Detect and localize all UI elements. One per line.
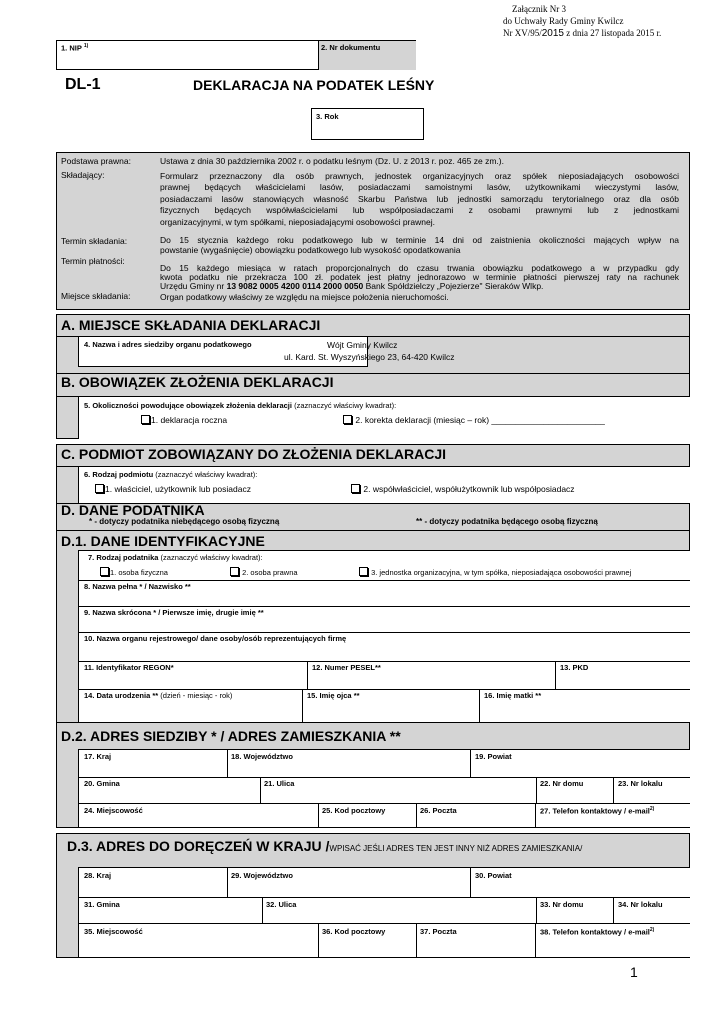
field-28-label[interactable]: 28. Kraj [84,871,112,880]
section-b-header: B. OBOWIĄZEK ZŁOŻENIA DEKLARACJI [61,374,334,390]
section-a-header: A. MIEJSCE SKŁADANIA DEKLARACJI [61,317,321,333]
field-26-label[interactable]: 26. Poczta [420,806,457,815]
option-natural-person[interactable]: 1. osoba fizyczna [100,567,168,577]
d3-fields [78,867,690,958]
field-13-label[interactable]: 13. PKD [560,663,589,672]
field-25-label[interactable]: 25. Kod pocztowy [322,806,386,815]
field-17-label[interactable]: 17. Kraj [84,752,112,761]
payment-deadline-text: Do 15 każdego miesiąca w ratach proporcjonalnych do czasu trwania obowiązku podatkowego a w przypadku gdy kwota podatku nie przekracza 100 zł. podatek jest płatny jednorazowo w terminie płatności pierwszej raty na rachunek Urzędu Gminy nr 13 9082 0005 4200 0114 2000 0050 Bank Spółdzielczy „Pojezierze" Sieraków Wlkp. [160,263,679,291]
page-number: 1 [630,964,638,980]
field-4-label: 4. Nazwa i adres siedziby organu podatkowego [84,340,252,349]
option-annual-declaration[interactable]: 1. deklaracja roczna [141,415,227,425]
option-correction[interactable]: 2. korekta deklaracji (miesiąc – rok) ________________________ [343,415,605,425]
filer-label: Składający: [61,170,105,180]
field-31-label[interactable]: 31. Gmina [84,900,120,909]
checkbox[interactable] [351,484,360,493]
field-12-label[interactable]: 12. Numer PESEL** [312,663,381,672]
section-d3-header: D.3. ADRES DO DORĘCZEŃ W KRAJU /WPISAĆ JEŚLI ADRES TEN JEST INNY NIŻ ADRES ZAMIESZKANIA/ [67,838,583,854]
year-field[interactable] [311,108,424,140]
section-d2-header: D.2. ADRES SIEDZIBY * / ADRES ZAMIESZKANIA ** [61,728,401,744]
field-23-label[interactable]: 23. Nr lokalu [618,779,663,788]
field-9-label[interactable]: 9. Nazwa skrócona * / Pierwsze imię, drugie imię ** [84,608,264,617]
place-text: Organ podatkowy właściwy ze względu na miejsce położenia nieruchomości. [160,292,449,302]
field-34-label[interactable]: 34. Nr lokalu [618,900,663,909]
field-11-label[interactable]: 11. Identyfikator REGON* [84,663,174,672]
field-14-label[interactable]: 14. Data urodzenia ** (dzień - miesiąc - rok) [84,691,233,700]
field-30-label[interactable]: 30. Powiat [475,871,512,880]
doc-number-label: 2. Nr dokumentu [321,43,381,52]
field-27-label[interactable]: 27. Telefon kontaktowy / e-mail$^{2)}$ [540,806,655,816]
field-38-label[interactable]: 38. Telefon kontaktowy / e-mail$^{2)}$ [540,927,655,937]
attachment-line-3: Nr XV/95/2015 z dnia 27 listopada 2015 r. [503,28,662,39]
option-organizational-unit[interactable]: 3. jednostka organizacyjna, w tym spółka, nieposiadająca osobowości prawnej [359,567,631,577]
checkbox[interactable] [95,484,104,493]
field-20-label[interactable]: 20. Gmina [84,779,120,788]
field-21-label[interactable]: 21. Ulica [264,779,295,788]
filing-deadline-label: Termin składania: [61,236,128,246]
field-16-label[interactable]: 16. Imię matki ** [484,691,542,700]
field-24-label[interactable]: 24. Miejscowość [84,806,143,815]
option-owner[interactable]: 1. właściciel, użytkownik lub posiadacz [95,484,251,494]
form-code: DL-1 [65,76,101,93]
section-c-header: C. PODMIOT ZOBOWIĄZANY DO ZŁOŻENIA DEKLARACJI [61,446,446,462]
field-33-label[interactable]: 33. Nr domu [540,900,584,909]
field-37-label[interactable]: 37. Poczta [420,927,457,936]
field-32-label[interactable]: 32. Ulica [266,900,297,909]
d2-fields [78,749,690,828]
field-18-label[interactable]: 18. Województwo [231,752,293,761]
note-natural-person: ** - dotyczy podatnika będącego osobą fizyczną [416,517,598,526]
tax-office-name: Wójt Gminy Kwilcz [327,340,398,350]
nip-label: 1. NIP $^{1)}$ [61,43,89,53]
checkbox[interactable] [343,415,352,424]
section-d-header: D. DANE PODATNIKA [61,502,205,518]
field-6-label: 6. Rodzaj podmiotu (zaznaczyć właściwy kwadrat): [84,470,258,479]
nip-input[interactable] [57,41,317,70]
field-29-label[interactable]: 29. Województwo [231,871,293,880]
option-legal-person[interactable]: 2. osoba prawna [230,567,298,577]
attachment-line-2: do Uchwały Rady Gminy Kwilcz [503,16,624,26]
field-22-label[interactable]: 22. Nr domu [540,779,584,788]
payment-deadline-label: Termin płatności: [61,256,125,266]
field-7-label: 7. Rodzaj podatnika (zaznaczyć właściwy kwadrat): [88,553,263,562]
field-19-label[interactable]: 19. Powiat [475,752,512,761]
filer-text: Formularz przeznaczony dla osób prawnych, jednostek organizacyjnych oraz spółek nieposiadających osobowości prawnej będących właścicielami lasów, posiadaczami samoistnymi lasów, użytkownikami wieczystymi lasów, posiadaczami lasów stanowiących własność Skarbu Państwa lub jednostki samorządu terytorialnego oraz dla osób fizycznych będących współwłaścicielami lub współposiadaczami z osobami prawnymi lub z jednostkami organizacyjnymi, w tym spółkami, nieposiadającymi osobowości prawnej. [160,171,679,227]
form-title: DEKLARACJA NA PODATEK LEŚNY [193,77,435,93]
checkbox[interactable] [141,415,150,424]
field-8-label[interactable]: 8. Nazwa pełna * / Nazwisko ** [84,582,191,591]
attachment-line-1: Załącznik Nr 3 [512,4,566,14]
legal-basis-text: Ustawa z dnia 30 października 2002 r. o podatku leśnym (Dz. U. z 2013 r. poz. 465 ze zm.). [160,156,504,166]
field-35-label[interactable]: 35. Miejscowość [84,927,143,936]
tax-office-address: ul. Kard. St. Wyszyńskiego 23, 64-420 Kwilcz [284,352,455,362]
filing-deadline-text: Do 15 stycznia każdego roku podatkowego lub w terminie 14 dni od zaistnienia okoliczności mających wpływ na powstanie (wygaśnięcie) obowiązku podatkowego lub wysokość opodatkowania [160,235,679,255]
option-co-owner[interactable]: 2. współwłaściciel, współużytkownik lub współposiadacz [351,484,575,494]
legal-basis-label: Podstawa prawna: [61,156,131,166]
field-36-label[interactable]: 36. Kod pocztowy [322,927,386,936]
field-10-label[interactable]: 10. Nazwa organu rejestrowego/ dane osoby/osób reprezentujących firmę [84,634,347,643]
checkbox[interactable] [230,567,239,576]
field-5-label: 5. Okoliczności powodujące obowiązek złożenia deklaracji (zaznaczyć właściwy kwadrat): [84,401,397,410]
checkbox[interactable] [359,567,368,576]
note-non-natural-person: * - dotyczy podatnika niebędącego osobą fizyczną [89,517,280,526]
section-d1-header: D.1. DANE IDENTYFIKACYJNE [61,533,265,549]
place-label: Miejsce składania: [61,291,131,301]
field-15-label[interactable]: 15. Imię ojca ** [307,691,360,700]
nip-doc-box [56,40,416,70]
year-label: 3. Rok [316,112,339,121]
checkbox[interactable] [100,567,109,576]
